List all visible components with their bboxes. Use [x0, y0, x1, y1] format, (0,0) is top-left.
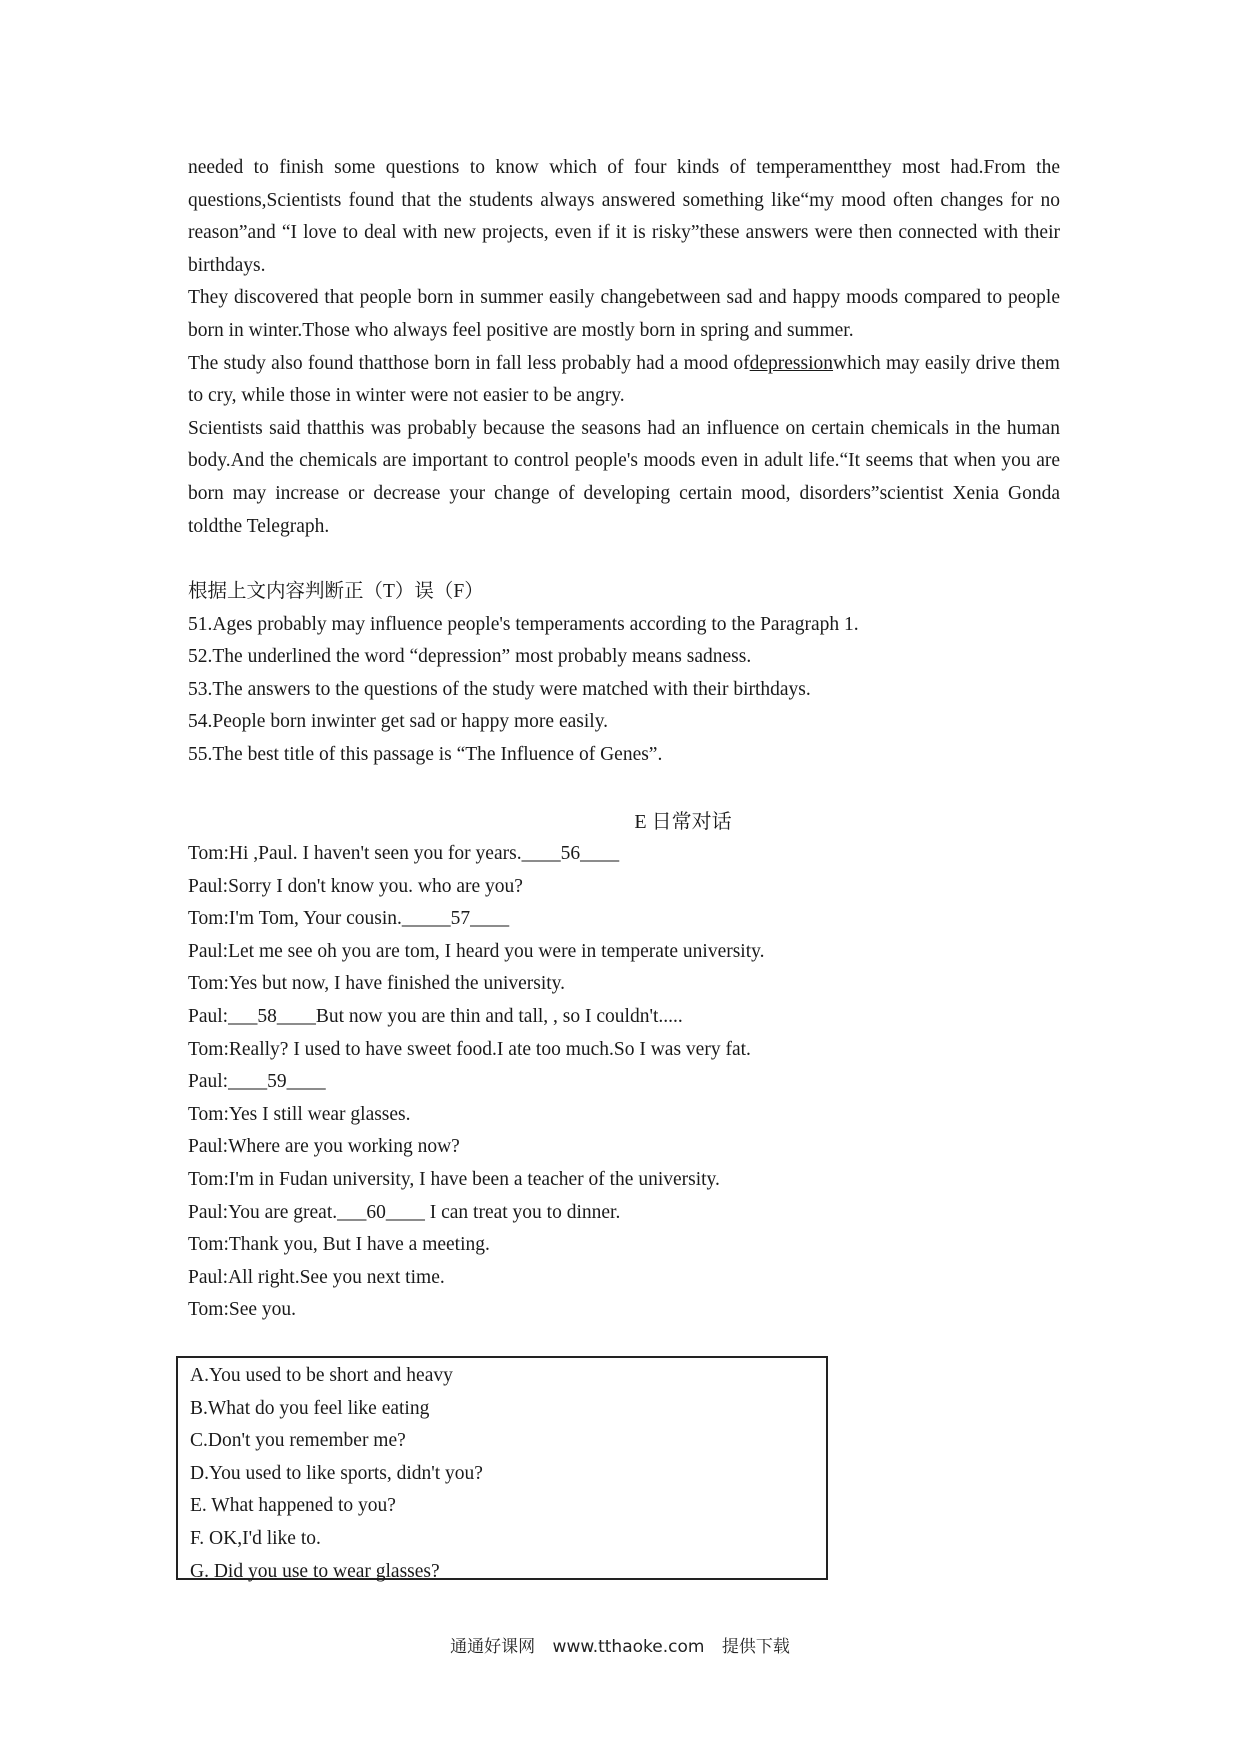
- dialogue-section-title: E 日常对话: [634, 811, 732, 833]
- question-54: 54.People born inwinter get sad or happy more easily.: [188, 711, 609, 733]
- question-52: 52.The underlined the word “depression” most probably means sadness.: [188, 646, 752, 668]
- option-e: E. What happened to you?: [190, 1495, 396, 1517]
- dialogue-line: Tom:Really? I used to have sweet food.I ate too much.So I was very fat.: [188, 1038, 751, 1060]
- paragraph-3-end: which may easily drive them to cry, while those in winter were not easier to be angry.: [188, 352, 1060, 407]
- true-false-section: [188, 576, 1060, 772]
- dialogue: [188, 838, 1060, 1327]
- question-51: 51.Ages probably may influence people's temperaments according to the Paragraph 1.: [188, 613, 859, 635]
- paragraph-3-start: The study also found thatthose born in fall less probably had a mood of: [188, 352, 750, 374]
- dialogue-line: Paul:Sorry I don't know you. who are you?: [188, 875, 523, 897]
- passage-paragraph-3: [188, 348, 1060, 413]
- dialogue-line: Tom:Hi ,Paul. I haven't seen you for years.____56____: [188, 843, 620, 864]
- dialogue-line: Tom:I'm in Fudan university, I have been a teacher of the university.: [188, 1168, 720, 1190]
- footer-download-text: 提供下载: [721, 1637, 790, 1657]
- option-f: F. OK,I'd like to.: [190, 1527, 321, 1549]
- footer-url: www.tthaoke.com: [552, 1637, 705, 1657]
- answer-options-box: [176, 1356, 828, 1580]
- true-false-instruction: 根据上文内容判断正（T）误（F）: [188, 581, 484, 602]
- option-c: C.Don't you remember me?: [190, 1430, 406, 1452]
- option-b: B.What do you feel like eating: [190, 1397, 430, 1419]
- passage-paragraph-2: They discovered that people born in summer easily changebetween sad and happy moods compared to people born in winter.Those who always feel positive are mostly born in spring and summer.: [188, 287, 1060, 341]
- dialogue-line: Tom:Thank you, But I have a meeting.: [188, 1234, 490, 1256]
- option-d: D.You used to like sports, didn't you?: [190, 1462, 483, 1484]
- question-53: 53.The answers to the questions of the study were matched with their birthdays.: [188, 678, 811, 700]
- underlined-word-depression: depression: [749, 352, 834, 374]
- option-g: G. Did you use to wear glasses?: [190, 1560, 440, 1582]
- passage-paragraph-1: needed to finish some questions to know which of four kinds of temperamentthey most had.From the questions,Scientists found that the students always answered something like“my mood often changes for no reason”and “I love to deal with new projects, even if it is risky”these answers were then connected with their birthdays.: [188, 157, 1060, 276]
- dialogue-line: Paul:Where are you working now?: [188, 1136, 460, 1158]
- question-55: 55.The best title of this passage is “The Influence of Genes”.: [188, 743, 663, 765]
- dialogue-line: Tom:See you.: [188, 1299, 297, 1321]
- dialogue-line: Tom:I'm Tom, Your cousin._____57____: [188, 908, 510, 930]
- dialogue-line: Paul:____59____: [188, 1071, 326, 1093]
- dialogue-line: Tom:Yes but now, I have finished the university.: [188, 973, 566, 995]
- passage-paragraph-4: Scientists said thatthis was probably because the seasons had an influence on certain chemicals in the human body.And the chemicals are important to control people's moods even in adult life.“It seems that when you are born may increase or decrease your change of developing certain mood, disorders”scientist Xenia Gonda toldthe Telegraph.: [188, 417, 1060, 537]
- footer-site-name: 通通好课网: [450, 1637, 536, 1657]
- option-a: A.You used to be short and heavy: [190, 1365, 453, 1386]
- dialogue-line: Paul:Let me see oh you are tom, I heard you were in temperate university.: [188, 940, 765, 962]
- dialogue-line: Paul:You are great.___60____ I can treat you to dinner.: [188, 1201, 621, 1223]
- dialogue-line: Paul:All right.See you next time.: [188, 1266, 445, 1288]
- reading-passage: [188, 152, 1060, 543]
- page-footer: [0, 1632, 1240, 1657]
- dialogue-line: Paul:___58____But now you are thin and tall, , so I couldn't.....: [188, 1005, 683, 1027]
- dialogue-line: Tom:Yes I still wear glasses.: [188, 1103, 411, 1125]
